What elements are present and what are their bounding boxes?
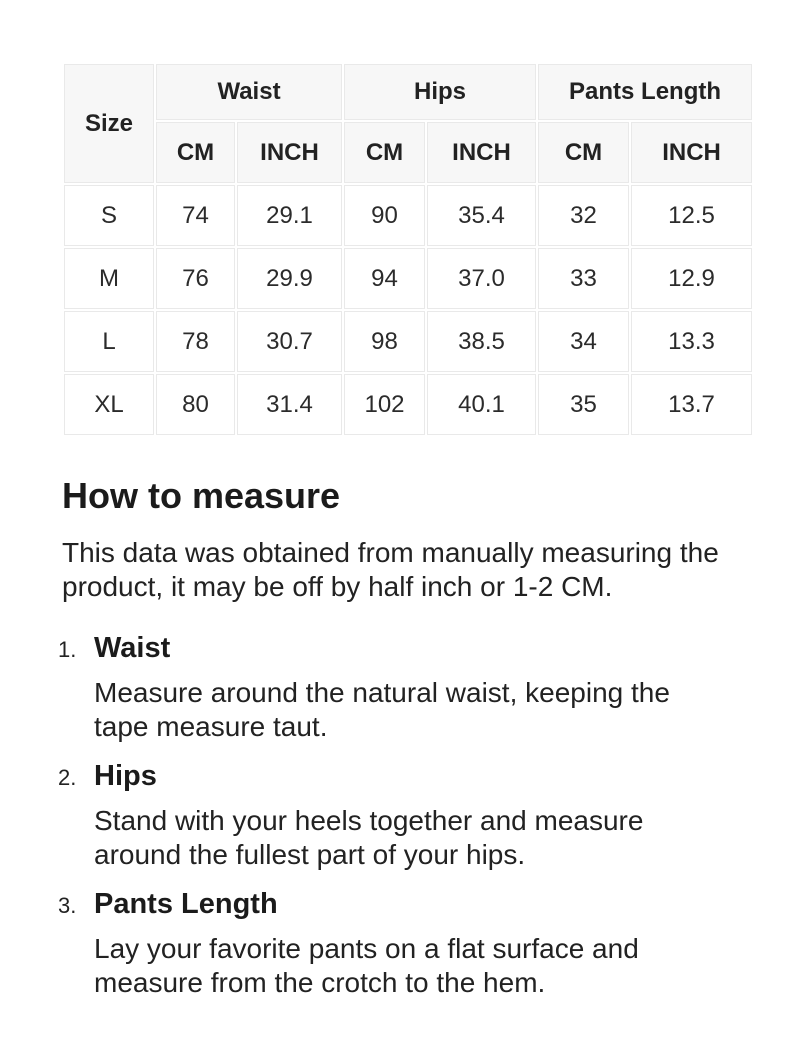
table-cell: 74: [156, 185, 235, 246]
step-number: 1.: [58, 637, 77, 662]
table-row-size-m: [64, 248, 752, 309]
table-row-size-l: [64, 311, 752, 372]
table-unit-header-row: [64, 122, 752, 183]
table-cell: 30.7: [237, 311, 342, 372]
unit-header: CM: [538, 122, 629, 183]
list-item-waist: [58, 630, 738, 744]
table-row-size-xl: [64, 374, 752, 435]
table-cell: 12.9: [631, 248, 752, 309]
table-cell: 35.4: [427, 185, 536, 246]
size-cell: M: [64, 248, 154, 309]
size-cell: XL: [64, 374, 154, 435]
table-cell: 94: [344, 248, 425, 309]
table-cell: 12.5: [631, 185, 752, 246]
pants-length-group-header: Pants Length: [538, 64, 752, 120]
table-cell: 76: [156, 248, 235, 309]
table-cell: 102: [344, 374, 425, 435]
size-cell: S: [64, 185, 154, 246]
step-title: Pants Length: [94, 888, 278, 920]
table-cell: 33: [538, 248, 629, 309]
how-to-measure-intro: This data was obtained from manually measuring the product, it may be off by half inch or 1-2 CM.: [62, 537, 719, 602]
table-cell: 80: [156, 374, 235, 435]
table-cell: 35: [538, 374, 629, 435]
table-cell: 13.7: [631, 374, 752, 435]
table-group-header-row: [64, 64, 752, 120]
table-cell: 13.3: [631, 311, 752, 372]
size-column-header: Size: [64, 64, 154, 183]
table-cell: 29.9: [237, 248, 342, 309]
table-cell: 38.5: [427, 311, 536, 372]
table-row-size-s: [64, 185, 752, 246]
list-item-pants-length: [58, 886, 738, 1000]
table-cell: 40.1: [427, 374, 536, 435]
how-to-measure-heading: How to measure: [62, 475, 341, 516]
table-cell: 98: [344, 311, 425, 372]
step-title-row: [58, 886, 738, 922]
step-description: Measure around the natural waist, keeping the tape measure taut.: [94, 677, 670, 742]
unit-header: INCH: [237, 122, 342, 183]
table-cell: 31.4: [237, 374, 342, 435]
size-cell: L: [64, 311, 154, 372]
table-cell: 90: [344, 185, 425, 246]
step-number: 3.: [58, 893, 77, 918]
waist-group-header: Waist: [156, 64, 342, 120]
table-cell: 34: [538, 311, 629, 372]
step-description: Stand with your heels together and measure around the fullest part of your hips.: [94, 805, 644, 870]
unit-header: INCH: [631, 122, 752, 183]
unit-header: CM: [344, 122, 425, 183]
table-cell: 32: [538, 185, 629, 246]
step-title-row: [58, 630, 738, 666]
hips-group-header: Hips: [344, 64, 536, 120]
measure-steps-list: [58, 630, 738, 1000]
table-cell: 29.1: [237, 185, 342, 246]
unit-header: INCH: [427, 122, 536, 183]
step-description: Lay your favorite pants on a flat surface and measure from the crotch to the hem.: [94, 933, 639, 998]
unit-header: CM: [156, 122, 235, 183]
list-item-hips: [58, 758, 738, 872]
step-title: Waist: [94, 632, 171, 664]
table-cell: 78: [156, 311, 235, 372]
step-number: 2.: [58, 765, 77, 790]
step-title-row: [58, 758, 738, 794]
size-chart-table: [62, 62, 754, 437]
table-cell: 37.0: [427, 248, 536, 309]
step-title: Hips: [94, 760, 157, 792]
